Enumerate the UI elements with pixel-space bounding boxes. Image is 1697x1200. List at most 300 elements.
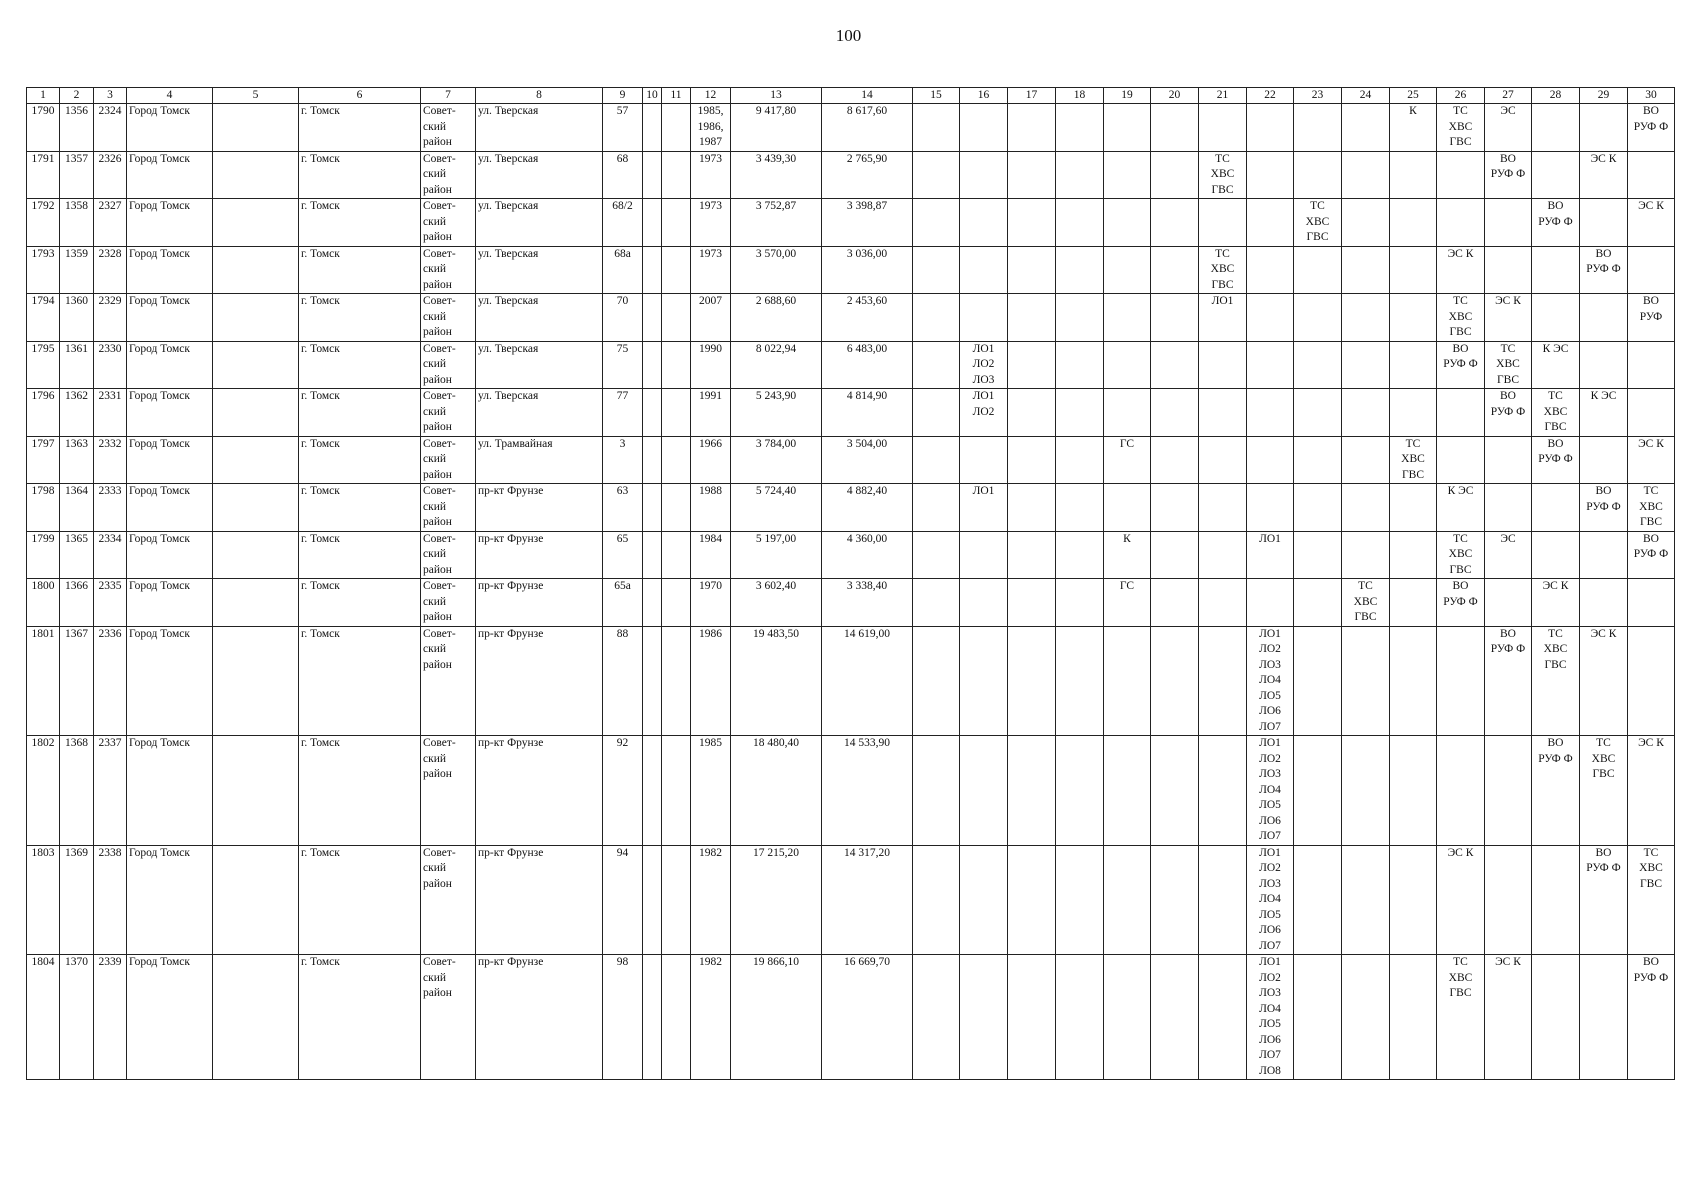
cell-col-25 xyxy=(1390,246,1437,294)
cell-col-18 xyxy=(1056,436,1104,484)
cell-col-27 xyxy=(1485,246,1532,294)
cell-col-9: 92 xyxy=(603,736,643,846)
cell-col-1: 1793 xyxy=(27,246,60,294)
cell-col-22 xyxy=(1247,151,1294,199)
cell-col-9: 68/2 xyxy=(603,199,643,247)
cell-col-3: 2337 xyxy=(94,736,127,846)
cell-col-19 xyxy=(1104,199,1151,247)
cell-col-17 xyxy=(1008,104,1056,152)
cell-col-16 xyxy=(960,626,1008,736)
cell-col-30 xyxy=(1628,246,1675,294)
cell-col-6: г. Томск xyxy=(299,294,421,342)
cell-col-17 xyxy=(1008,955,1056,1080)
cell-col-8: ул. Тверская xyxy=(476,199,603,247)
cell-col-7: Совет- ский район xyxy=(421,484,476,532)
column-header-10: 10 xyxy=(643,88,662,104)
cell-col-5 xyxy=(213,246,299,294)
cell-col-5 xyxy=(213,955,299,1080)
cell-col-22 xyxy=(1247,484,1294,532)
cell-col-30 xyxy=(1628,579,1675,627)
column-header-7: 7 xyxy=(421,88,476,104)
cell-col-6: г. Томск xyxy=(299,579,421,627)
cell-col-28: ТС ХВС ГВС xyxy=(1532,389,1580,437)
cell-col-20 xyxy=(1151,199,1199,247)
cell-col-6: г. Томск xyxy=(299,626,421,736)
cell-col-5 xyxy=(213,199,299,247)
cell-col-28: ТС ХВС ГВС xyxy=(1532,626,1580,736)
cell-col-22: ЛО1 ЛО2 ЛО3 ЛО4 ЛО5 ЛО6 ЛО7 ЛО8 xyxy=(1247,955,1294,1080)
cell-col-7: Совет- ский район xyxy=(421,151,476,199)
table-row xyxy=(27,389,1675,437)
cell-col-26 xyxy=(1437,389,1485,437)
cell-col-14: 4 814,90 xyxy=(822,389,913,437)
cell-col-16 xyxy=(960,294,1008,342)
cell-col-17 xyxy=(1008,389,1056,437)
column-header-21: 21 xyxy=(1199,88,1247,104)
cell-col-21 xyxy=(1199,579,1247,627)
cell-col-21 xyxy=(1199,341,1247,389)
cell-col-3: 2339 xyxy=(94,955,127,1080)
cell-col-1: 1799 xyxy=(27,531,60,579)
cell-col-23 xyxy=(1294,341,1342,389)
cell-col-13: 9 417,80 xyxy=(731,104,822,152)
cell-col-12: 1990 xyxy=(691,341,731,389)
cell-col-19 xyxy=(1104,845,1151,955)
cell-col-10 xyxy=(643,389,662,437)
cell-col-20 xyxy=(1151,104,1199,152)
cell-col-12: 1973 xyxy=(691,151,731,199)
cell-col-3: 2329 xyxy=(94,294,127,342)
cell-col-11 xyxy=(662,246,691,294)
cell-col-6: г. Томск xyxy=(299,104,421,152)
cell-col-23 xyxy=(1294,484,1342,532)
cell-col-21 xyxy=(1199,736,1247,846)
cell-col-29 xyxy=(1580,531,1628,579)
column-header-25: 25 xyxy=(1390,88,1437,104)
cell-col-25 xyxy=(1390,294,1437,342)
cell-col-11 xyxy=(662,626,691,736)
cell-col-24 xyxy=(1342,736,1390,846)
cell-col-30 xyxy=(1628,341,1675,389)
cell-col-30: ТС ХВС ГВС xyxy=(1628,845,1675,955)
cell-col-30: ЭС К xyxy=(1628,736,1675,846)
cell-col-6: г. Томск xyxy=(299,246,421,294)
cell-col-7: Совет- ский район xyxy=(421,389,476,437)
cell-col-8: ул. Тверская xyxy=(476,104,603,152)
cell-col-23 xyxy=(1294,104,1342,152)
cell-col-16 xyxy=(960,736,1008,846)
cell-col-22 xyxy=(1247,199,1294,247)
cell-col-1: 1801 xyxy=(27,626,60,736)
cell-col-26 xyxy=(1437,199,1485,247)
page-number: 100 xyxy=(835,26,862,45)
table-row xyxy=(27,341,1675,389)
cell-col-7: Совет- ский район xyxy=(421,626,476,736)
cell-col-4: Город Томск xyxy=(127,531,213,579)
cell-col-12: 1982 xyxy=(691,955,731,1080)
cell-col-13: 5 243,90 xyxy=(731,389,822,437)
cell-col-23 xyxy=(1294,579,1342,627)
cell-col-14: 14 533,90 xyxy=(822,736,913,846)
cell-col-27: ТС ХВС ГВС xyxy=(1485,341,1532,389)
cell-col-18 xyxy=(1056,389,1104,437)
cell-col-14: 3 036,00 xyxy=(822,246,913,294)
column-header-5: 5 xyxy=(213,88,299,104)
cell-col-1: 1804 xyxy=(27,955,60,1080)
cell-col-29 xyxy=(1580,436,1628,484)
cell-col-2: 1367 xyxy=(60,626,94,736)
cell-col-1: 1790 xyxy=(27,104,60,152)
cell-col-18 xyxy=(1056,845,1104,955)
cell-col-16 xyxy=(960,579,1008,627)
cell-col-26: ТС ХВС ГВС xyxy=(1437,955,1485,1080)
cell-col-5 xyxy=(213,736,299,846)
cell-col-15 xyxy=(913,531,960,579)
cell-col-19 xyxy=(1104,736,1151,846)
cell-col-16 xyxy=(960,104,1008,152)
cell-col-13: 17 215,20 xyxy=(731,845,822,955)
cell-col-12: 1985 xyxy=(691,736,731,846)
cell-col-15 xyxy=(913,246,960,294)
cell-col-22 xyxy=(1247,579,1294,627)
column-header-9: 9 xyxy=(603,88,643,104)
cell-col-20 xyxy=(1151,955,1199,1080)
cell-col-23 xyxy=(1294,246,1342,294)
cell-col-22 xyxy=(1247,104,1294,152)
cell-col-6: г. Томск xyxy=(299,484,421,532)
cell-col-5 xyxy=(213,579,299,627)
cell-col-23 xyxy=(1294,151,1342,199)
cell-col-28: ВО РУФ Ф xyxy=(1532,736,1580,846)
cell-col-16: ЛО1 ЛО2 xyxy=(960,389,1008,437)
table-row xyxy=(27,736,1675,846)
cell-col-24 xyxy=(1342,626,1390,736)
cell-col-1: 1800 xyxy=(27,579,60,627)
cell-col-20 xyxy=(1151,151,1199,199)
cell-col-26: К ЭС xyxy=(1437,484,1485,532)
cell-col-18 xyxy=(1056,294,1104,342)
cell-col-1: 1792 xyxy=(27,199,60,247)
column-header-1: 1 xyxy=(27,88,60,104)
cell-col-1: 1791 xyxy=(27,151,60,199)
cell-col-21 xyxy=(1199,104,1247,152)
cell-col-6: г. Томск xyxy=(299,199,421,247)
cell-col-5 xyxy=(213,389,299,437)
cell-col-18 xyxy=(1056,484,1104,532)
cell-col-25 xyxy=(1390,389,1437,437)
cell-col-8: пр-кт Фрунзе xyxy=(476,626,603,736)
cell-col-24 xyxy=(1342,389,1390,437)
cell-col-16 xyxy=(960,151,1008,199)
cell-col-6: г. Томск xyxy=(299,845,421,955)
cell-col-23 xyxy=(1294,845,1342,955)
cell-col-30: ВО РУФ Ф xyxy=(1628,104,1675,152)
cell-col-24 xyxy=(1342,199,1390,247)
cell-col-9: 65а xyxy=(603,579,643,627)
table-row xyxy=(27,246,1675,294)
cell-col-28 xyxy=(1532,104,1580,152)
cell-col-12: 1973 xyxy=(691,199,731,247)
cell-col-11 xyxy=(662,531,691,579)
cell-col-13: 2 688,60 xyxy=(731,294,822,342)
cell-col-21 xyxy=(1199,436,1247,484)
column-header-6: 6 xyxy=(299,88,421,104)
cell-col-6: г. Томск xyxy=(299,341,421,389)
cell-col-5 xyxy=(213,626,299,736)
cell-col-8: пр-кт Фрунзе xyxy=(476,845,603,955)
cell-col-3: 2334 xyxy=(94,531,127,579)
cell-col-7: Совет- ский район xyxy=(421,199,476,247)
cell-col-13: 18 480,40 xyxy=(731,736,822,846)
cell-col-27: ЭС xyxy=(1485,531,1532,579)
cell-col-14: 2 765,90 xyxy=(822,151,913,199)
cell-col-4: Город Томск xyxy=(127,579,213,627)
cell-col-10 xyxy=(643,294,662,342)
column-header-13: 13 xyxy=(731,88,822,104)
column-header-17: 17 xyxy=(1008,88,1056,104)
cell-col-3: 2324 xyxy=(94,104,127,152)
cell-col-28 xyxy=(1532,484,1580,532)
cell-col-24 xyxy=(1342,246,1390,294)
cell-col-9: 77 xyxy=(603,389,643,437)
cell-col-11 xyxy=(662,955,691,1080)
cell-col-13: 19 866,10 xyxy=(731,955,822,1080)
cell-col-21 xyxy=(1199,845,1247,955)
cell-col-21 xyxy=(1199,199,1247,247)
cell-col-28 xyxy=(1532,955,1580,1080)
cell-col-25 xyxy=(1390,199,1437,247)
cell-col-27: ЭС К xyxy=(1485,294,1532,342)
cell-col-25 xyxy=(1390,579,1437,627)
cell-col-4: Город Томск xyxy=(127,246,213,294)
cell-col-20 xyxy=(1151,579,1199,627)
table-row xyxy=(27,579,1675,627)
cell-col-3: 2326 xyxy=(94,151,127,199)
cell-col-6: г. Томск xyxy=(299,955,421,1080)
cell-col-9: 68 xyxy=(603,151,643,199)
cell-col-20 xyxy=(1151,294,1199,342)
cell-col-29: ЭС К xyxy=(1580,626,1628,736)
cell-col-14: 3 504,00 xyxy=(822,436,913,484)
cell-col-22: ЛО1 ЛО2 ЛО3 ЛО4 ЛО5 ЛО6 ЛО7 xyxy=(1247,626,1294,736)
cell-col-2: 1364 xyxy=(60,484,94,532)
cell-col-22 xyxy=(1247,341,1294,389)
housing-register-table xyxy=(26,87,1675,1080)
cell-col-28 xyxy=(1532,531,1580,579)
cell-col-9: 57 xyxy=(603,104,643,152)
cell-col-24 xyxy=(1342,436,1390,484)
cell-col-23 xyxy=(1294,436,1342,484)
cell-col-23 xyxy=(1294,294,1342,342)
column-header-2: 2 xyxy=(60,88,94,104)
cell-col-3: 2336 xyxy=(94,626,127,736)
cell-col-16 xyxy=(960,531,1008,579)
cell-col-27: ЭС К xyxy=(1485,955,1532,1080)
cell-col-18 xyxy=(1056,246,1104,294)
cell-col-23 xyxy=(1294,531,1342,579)
cell-col-15 xyxy=(913,579,960,627)
cell-col-11 xyxy=(662,436,691,484)
cell-col-19 xyxy=(1104,389,1151,437)
cell-col-15 xyxy=(913,341,960,389)
cell-col-25 xyxy=(1390,955,1437,1080)
cell-col-29 xyxy=(1580,104,1628,152)
cell-col-29 xyxy=(1580,341,1628,389)
cell-col-7: Совет- ский район xyxy=(421,531,476,579)
cell-col-5 xyxy=(213,151,299,199)
cell-col-10 xyxy=(643,626,662,736)
cell-col-20 xyxy=(1151,626,1199,736)
cell-col-4: Город Томск xyxy=(127,294,213,342)
cell-col-21 xyxy=(1199,955,1247,1080)
column-header-16: 16 xyxy=(960,88,1008,104)
cell-col-13: 5 724,40 xyxy=(731,484,822,532)
cell-col-27 xyxy=(1485,736,1532,846)
cell-col-17 xyxy=(1008,531,1056,579)
cell-col-21 xyxy=(1199,626,1247,736)
cell-col-1: 1803 xyxy=(27,845,60,955)
cell-col-19 xyxy=(1104,246,1151,294)
cell-col-18 xyxy=(1056,151,1104,199)
column-header-11: 11 xyxy=(662,88,691,104)
cell-col-15 xyxy=(913,389,960,437)
cell-col-29 xyxy=(1580,955,1628,1080)
cell-col-14: 14 317,20 xyxy=(822,845,913,955)
column-header-12: 12 xyxy=(691,88,731,104)
cell-col-10 xyxy=(643,531,662,579)
cell-col-15 xyxy=(913,436,960,484)
cell-col-7: Совет- ский район xyxy=(421,104,476,152)
cell-col-21: ТС ХВС ГВС xyxy=(1199,151,1247,199)
cell-col-2: 1358 xyxy=(60,199,94,247)
cell-col-19 xyxy=(1104,484,1151,532)
cell-col-20 xyxy=(1151,246,1199,294)
table-row xyxy=(27,294,1675,342)
cell-col-24: ТС ХВС ГВС xyxy=(1342,579,1390,627)
cell-col-12: 1991 xyxy=(691,389,731,437)
cell-col-7: Совет- ский район xyxy=(421,436,476,484)
cell-col-8: пр-кт Фрунзе xyxy=(476,955,603,1080)
cell-col-19: К xyxy=(1104,531,1151,579)
cell-col-1: 1795 xyxy=(27,341,60,389)
cell-col-19 xyxy=(1104,294,1151,342)
cell-col-22 xyxy=(1247,389,1294,437)
cell-col-24 xyxy=(1342,341,1390,389)
cell-col-29: ЭС К xyxy=(1580,151,1628,199)
cell-col-7: Совет- ский район xyxy=(421,845,476,955)
cell-col-4: Город Томск xyxy=(127,104,213,152)
cell-col-9: 3 xyxy=(603,436,643,484)
column-header-27: 27 xyxy=(1485,88,1532,104)
cell-col-13: 3 570,00 xyxy=(731,246,822,294)
cell-col-18 xyxy=(1056,199,1104,247)
cell-col-18 xyxy=(1056,579,1104,627)
cell-col-27: ВО РУФ Ф xyxy=(1485,389,1532,437)
cell-col-1: 1796 xyxy=(27,389,60,437)
cell-col-20 xyxy=(1151,436,1199,484)
cell-col-4: Город Томск xyxy=(127,736,213,846)
cell-col-21 xyxy=(1199,389,1247,437)
column-number-header xyxy=(27,88,1675,104)
cell-col-28: К ЭС xyxy=(1532,341,1580,389)
cell-col-6: г. Томск xyxy=(299,436,421,484)
column-header-15: 15 xyxy=(913,88,960,104)
cell-col-2: 1366 xyxy=(60,579,94,627)
cell-col-21: ТС ХВС ГВС xyxy=(1199,246,1247,294)
cell-col-11 xyxy=(662,484,691,532)
cell-col-27: ЭС xyxy=(1485,104,1532,152)
cell-col-15 xyxy=(913,484,960,532)
cell-col-11 xyxy=(662,736,691,846)
cell-col-4: Город Томск xyxy=(127,389,213,437)
cell-col-12: 2007 xyxy=(691,294,731,342)
cell-col-11 xyxy=(662,341,691,389)
cell-col-12: 1984 xyxy=(691,531,731,579)
cell-col-14: 8 617,60 xyxy=(822,104,913,152)
cell-col-8: ул. Трамвайная xyxy=(476,436,603,484)
cell-col-28 xyxy=(1532,845,1580,955)
cell-col-10 xyxy=(643,845,662,955)
cell-col-16: ЛО1 xyxy=(960,484,1008,532)
cell-col-9: 65 xyxy=(603,531,643,579)
cell-col-20 xyxy=(1151,389,1199,437)
cell-col-27 xyxy=(1485,436,1532,484)
cell-col-11 xyxy=(662,151,691,199)
column-header-30: 30 xyxy=(1628,88,1675,104)
column-header-8: 8 xyxy=(476,88,603,104)
cell-col-20 xyxy=(1151,341,1199,389)
cell-col-4: Город Томск xyxy=(127,626,213,736)
cell-col-7: Совет- ский район xyxy=(421,579,476,627)
cell-col-9: 88 xyxy=(603,626,643,736)
cell-col-5 xyxy=(213,294,299,342)
cell-col-17 xyxy=(1008,246,1056,294)
table-row xyxy=(27,531,1675,579)
table-row xyxy=(27,151,1675,199)
cell-col-18 xyxy=(1056,104,1104,152)
cell-col-26 xyxy=(1437,151,1485,199)
cell-col-2: 1357 xyxy=(60,151,94,199)
table-row xyxy=(27,104,1675,152)
cell-col-22 xyxy=(1247,294,1294,342)
cell-col-4: Город Томск xyxy=(127,151,213,199)
cell-col-24 xyxy=(1342,845,1390,955)
column-header-22: 22 xyxy=(1247,88,1294,104)
cell-col-28: ВО РУФ Ф xyxy=(1532,436,1580,484)
cell-col-22: ЛО1 ЛО2 ЛО3 ЛО4 ЛО5 ЛО6 ЛО7 xyxy=(1247,736,1294,846)
cell-col-4: Город Томск xyxy=(127,436,213,484)
cell-col-4: Город Томск xyxy=(127,484,213,532)
cell-col-19 xyxy=(1104,341,1151,389)
cell-col-17 xyxy=(1008,484,1056,532)
cell-col-25 xyxy=(1390,341,1437,389)
cell-col-19: ГС xyxy=(1104,579,1151,627)
cell-col-1: 1794 xyxy=(27,294,60,342)
cell-col-26 xyxy=(1437,626,1485,736)
cell-col-20 xyxy=(1151,736,1199,846)
cell-col-18 xyxy=(1056,955,1104,1080)
cell-col-12: 1986 xyxy=(691,626,731,736)
cell-col-17 xyxy=(1008,436,1056,484)
cell-col-27 xyxy=(1485,579,1532,627)
cell-col-24 xyxy=(1342,294,1390,342)
cell-col-29 xyxy=(1580,199,1628,247)
cell-col-29: ВО РУФ Ф xyxy=(1580,484,1628,532)
cell-col-20 xyxy=(1151,531,1199,579)
cell-col-3: 2332 xyxy=(94,436,127,484)
cell-col-16 xyxy=(960,845,1008,955)
cell-col-5 xyxy=(213,436,299,484)
